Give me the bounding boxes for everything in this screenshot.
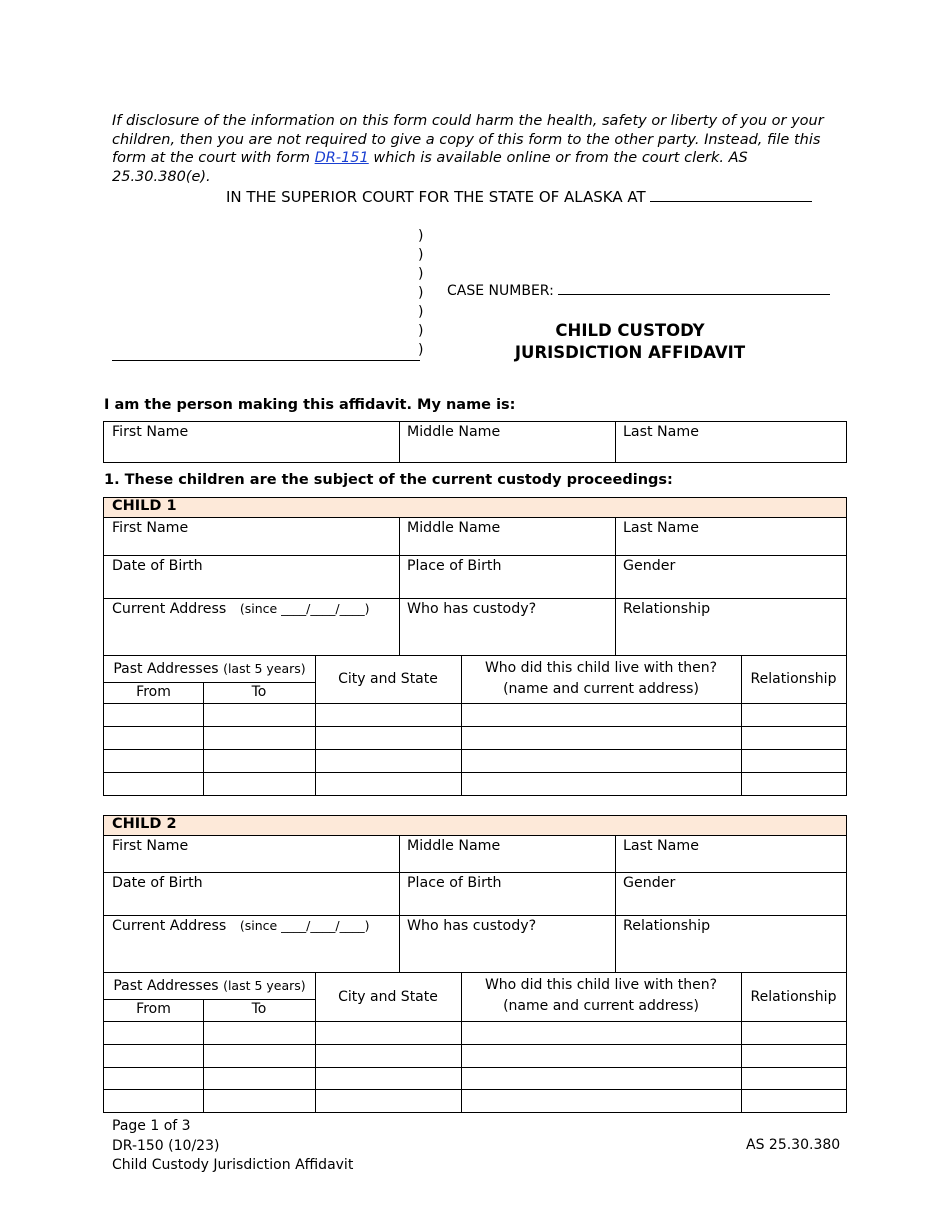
from-header: From	[136, 684, 171, 700]
confidentiality-notice	[112, 112, 842, 186]
past-addresses-label	[104, 658, 315, 680]
section-1-heading: 1. These children are the subject of the current custody proceedings:	[104, 472, 673, 488]
child-2-dob[interactable]: Date of Birth	[112, 875, 203, 891]
relationship-header: Relationship	[750, 671, 837, 687]
child-1-last-name[interactable]: Last Name	[623, 520, 699, 536]
caption-parens	[418, 227, 430, 360]
child-1-pob[interactable]: Place of Birth	[407, 558, 502, 574]
child-2-last-name[interactable]: Last Name	[623, 838, 699, 854]
child-2-custody[interactable]: Who has custody?	[407, 918, 537, 934]
dr-151-link[interactable]: DR-151	[314, 150, 369, 166]
last-5-years: (last 5 years)	[223, 661, 306, 676]
current-address-label: Current Address	[112, 918, 227, 934]
title-line-2: JURISDICTION AFFIDAVIT	[514, 343, 746, 362]
page-number: Page 1 of 3	[112, 1118, 191, 1134]
child-2-header: CHILD 2	[104, 816, 846, 836]
past-addresses-label	[104, 975, 315, 997]
child-1-gender[interactable]: Gender	[623, 558, 676, 574]
past-addresses-text: Past Addresses	[113, 661, 219, 677]
child-1-table	[103, 497, 847, 796]
to-header: To	[251, 1001, 267, 1017]
notice-text-before: If disclosure of the information on this form could harm the health, safety or liberty of you or your children, then you are not required to give a copy of this form to the other party. Instead, file this form at the court with form	[112, 113, 824, 166]
from-header: From	[136, 1001, 171, 1017]
footer-statute: AS 25.30.380	[746, 1137, 841, 1153]
court-heading	[226, 188, 812, 206]
to-header: To	[251, 684, 267, 700]
lived-with-line-2: (name and current address)	[503, 998, 699, 1014]
paren: )	[418, 342, 424, 358]
child-1-header: CHILD 1	[104, 498, 846, 518]
paren: )	[418, 247, 424, 263]
child-2-relationship[interactable]: Relationship	[623, 918, 711, 934]
affiant-middle-name[interactable]: Middle Name	[407, 424, 501, 440]
lived-with-line-1: Who did this child live with then?	[484, 977, 718, 993]
footer-left	[112, 1117, 353, 1176]
child-1-middle-name[interactable]: Middle Name	[407, 520, 501, 536]
court-location-line[interactable]	[650, 201, 812, 202]
affiant-name-table	[103, 421, 847, 463]
child-1-dob[interactable]: Date of Birth	[112, 558, 203, 574]
since-date: (since ____/____/____)	[239, 601, 370, 616]
paren: )	[418, 304, 424, 320]
child-2-current-address[interactable]	[104, 916, 369, 934]
form-number: DR-150 (10/23)	[112, 1137, 220, 1154]
paren: )	[418, 228, 424, 244]
party-name-line[interactable]	[112, 360, 420, 361]
form-name: Child Custody Jurisdiction Affidavit	[112, 1157, 354, 1173]
lived-with-line-1: Who did this child live with then?	[484, 660, 718, 676]
lived-with-header	[461, 658, 741, 700]
child-1-custody[interactable]: Who has custody?	[407, 601, 537, 617]
title-line-1: CHILD CUSTODY	[555, 321, 705, 340]
child-2-table	[103, 815, 847, 1113]
child-2-middle-name[interactable]: Middle Name	[407, 838, 501, 854]
affiant-first-name[interactable]: First Name	[112, 424, 189, 440]
paren: )	[418, 285, 424, 301]
lived-with-header	[461, 975, 741, 1017]
current-address-label: Current Address	[112, 601, 227, 617]
relationship-header: Relationship	[750, 989, 837, 1005]
child-2-first-name[interactable]: First Name	[112, 838, 189, 854]
court-heading-text: IN THE SUPERIOR COURT FOR THE STATE OF ALASKA AT	[226, 188, 646, 206]
affiant-last-name[interactable]: Last Name	[623, 424, 699, 440]
since-date: (since ____/____/____)	[239, 918, 370, 933]
paren: )	[418, 266, 424, 282]
affiant-prompt: I am the person making this affidavit. My name is:	[104, 397, 516, 413]
case-number-line[interactable]	[558, 294, 830, 295]
form-title	[480, 320, 780, 364]
paren: )	[418, 323, 424, 339]
past-addresses-text: Past Addresses	[113, 978, 219, 994]
child-1-current-address[interactable]	[104, 599, 369, 617]
lived-with-line-2: (name and current address)	[503, 681, 699, 697]
child-2-pob[interactable]: Place of Birth	[407, 875, 502, 891]
notice-text-after: which is available online or from the court clerk. AS 25.30.380(e).	[112, 150, 748, 185]
city-state-header: City and State	[338, 671, 438, 687]
case-number	[447, 283, 830, 299]
case-number-label: CASE NUMBER:	[447, 283, 554, 299]
child-2-gender[interactable]: Gender	[623, 875, 676, 891]
child-1-first-name[interactable]: First Name	[112, 520, 189, 536]
city-state-header: City and State	[338, 989, 438, 1005]
child-1-relationship[interactable]: Relationship	[623, 601, 711, 617]
last-5-years: (last 5 years)	[223, 978, 306, 993]
